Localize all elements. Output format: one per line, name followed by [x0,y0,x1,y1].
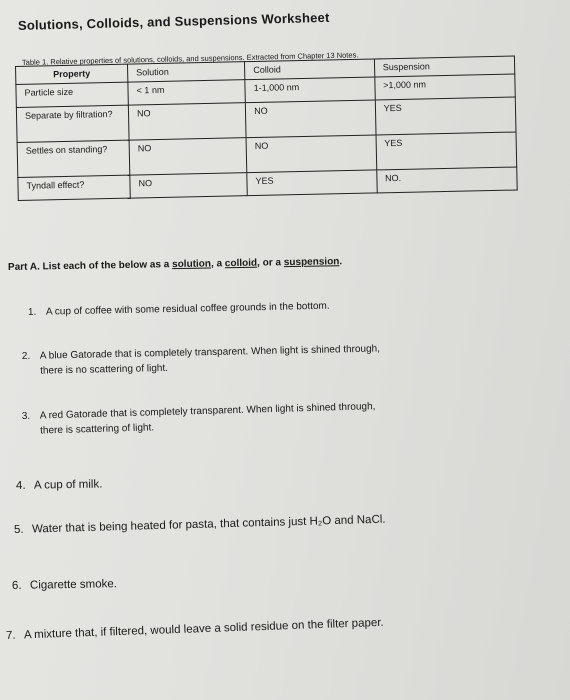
row-label: Settles on standing? [17,140,130,177]
part-a-prefix: Part A. List each of the below as a [7,259,170,273]
question-number: 5. [13,523,24,536]
header-suspension: Suspension [374,56,515,77]
part-a-end: . [339,256,343,268]
question-number: 7. [5,629,16,642]
part-a-solution: solution [172,258,212,271]
question-5 [14,512,386,539]
question-number: 2. [21,350,31,363]
question-text: A cup of milk. [33,478,103,492]
header-property: Property [16,64,128,85]
part-a-comma: , a [210,258,223,270]
part-a-instructions [8,256,342,273]
part-a-suspension: suspension [283,256,340,269]
table-caption: Table 1. Relative properties of solutions, colloids, and suspensions. Extracted from Chapter 13 Notes. [21,50,359,67]
question-1 [28,300,330,321]
part-a-colloid: colloid [224,257,258,270]
question-text: A red Gatorade that is completely transparent. When light is shined through, [39,401,376,422]
table-cell: >1,000 nm [374,74,515,100]
question-text: Water that is being heated for pasta, that contains just H₂O and NaCl. [31,513,386,536]
question-text-continued: there is no scattering of light. [40,362,169,377]
table-cell: NO [130,173,248,198]
table-cell: NO [129,138,247,175]
question-text: A cup of coffee with some residual coffee grounds in the bottom. [45,300,330,318]
header-colloid: Colloid [245,59,375,80]
question-text: Cigarette smoke. [29,578,118,592]
question-7 [6,615,384,645]
row-label: Tyndall effect? [18,175,131,200]
table-cell: < 1 nm [128,80,246,105]
question-number: 3. [21,410,31,423]
properties-table [15,56,518,202]
table-cell: 1-1,000 nm [245,77,375,103]
question-number: 6. [11,579,22,592]
question-text-continued: there is scattering of light. [40,421,155,436]
row-label: Separate by filtration? [16,105,129,142]
header-solution: Solution [128,62,245,83]
table-cell: NO [245,100,375,138]
worksheet-title: Solutions, Colloids, and Suspensions Worksheet [17,9,330,33]
question-4 [16,476,103,494]
question-number: 1. [27,306,37,318]
question-number: 4. [15,479,26,492]
table-cell: YES [376,132,517,170]
question-2 [22,343,381,379]
question-3 [22,400,376,439]
row-label: Particle size [16,82,129,107]
question-6 [12,576,117,595]
table-cell: NO [128,103,246,140]
table-cell: NO [246,135,376,173]
table-cell: NO. [376,167,517,193]
question-text: A blue Gatorade that is completely transparent. When light is shined through, [39,343,381,362]
table-cell: YES [247,170,377,196]
part-a-or: , or a [257,257,282,269]
question-text: A mixture that, if filtered, would leave a solid residue on the filter paper. [23,616,384,642]
table-cell: YES [375,97,516,135]
